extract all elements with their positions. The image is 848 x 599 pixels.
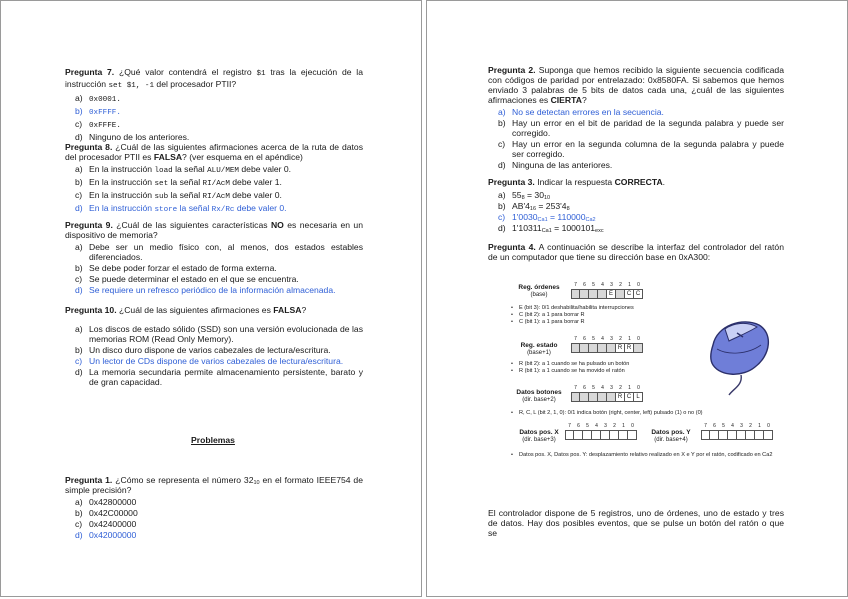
option-b[interactable]: b) Hay un error en el bit de paridad de la segunda palabra y puede ser corregido.	[498, 118, 784, 138]
bit-cell	[598, 392, 607, 402]
desc-line: • R (bit 1): a 1 cuando se ha movido el ratón	[511, 368, 781, 375]
reg-buttons-label: Datos botones (dir. base+2)	[516, 389, 562, 403]
desc-line: • E (bit 3): 0/1 deshabilita/habilita interrupciones	[511, 305, 781, 312]
option-a[interactable]: a) 0x42800000	[75, 497, 137, 507]
option-d[interactable]: d) 0x42000000	[75, 530, 137, 540]
question-8	[65, 142, 363, 216]
problem-3-stem: Pregunta 3. Indicar la respuesta CORRECTA.	[488, 177, 666, 187]
bit-cell	[710, 430, 719, 440]
reg-status-label: Reg. estado (base+1)	[520, 342, 558, 356]
bit-cell	[737, 430, 746, 440]
option-d[interactable]: d) En la instrucción store la señal Rx/Rc debe valer 0.	[75, 203, 287, 214]
bit-cell	[589, 343, 598, 353]
bit-cell	[746, 430, 755, 440]
reg-buttons-cells	[571, 392, 643, 402]
question-9-options	[65, 242, 363, 295]
bit-cell	[571, 392, 580, 402]
bit-cell	[728, 430, 737, 440]
reg-posy-label: Datos pos. Y (dir. base+4)	[651, 429, 691, 443]
question-9	[65, 220, 363, 296]
reg-buttons-bit-numbers: 7 6 5 4 3 2 1 0	[574, 385, 640, 391]
bit-cell	[601, 430, 610, 440]
reg-buttons-description	[511, 410, 781, 417]
question-7-options	[65, 93, 363, 142]
option-b[interactable]: b) En la instrucción set la señal RI/AcM debe valer 1.	[75, 177, 282, 188]
option-c[interactable]: c) $1'0030_{Ca1} = 110000_{Ca2}$	[498, 212, 596, 223]
option-a[interactable]: a) 0x0001.	[75, 93, 121, 104]
mouse-illustration-icon	[703, 315, 775, 399]
bit-cell	[580, 392, 589, 402]
bit-cell: R	[625, 343, 634, 353]
desc-line: • C (bit 1): a 1 para borrar R	[511, 319, 781, 326]
option-b[interactable]: b) 0x42C00000	[75, 508, 138, 518]
bit-cell	[565, 430, 574, 440]
bit-cell	[583, 430, 592, 440]
question-7-stem: Pregunta 7. ¿Qué valor contendrá el registro $1 tras la ejecución de la instrucción set $1, -1 del procesador PTII?	[65, 67, 363, 90]
page-left	[0, 0, 422, 597]
option-a[interactable]: a) Los discos de estado sólido (SSD) son una versión evolucionada de las memorias ROM (Read Only Memory).	[75, 324, 363, 344]
bit-cell: R	[616, 343, 625, 353]
reg-orders-cells	[571, 289, 643, 299]
reg-status-bit-numbers: 7 6 5 4 3 2 1 0	[574, 336, 640, 342]
reg-status-cells	[571, 343, 643, 353]
bit-cell	[628, 430, 637, 440]
problem-4: Pregunta 4. A continuación se describe la interfaz del controlador del ratón de un computador que tiene su dirección base en 0xA300:	[488, 242, 784, 262]
question-10-options	[65, 324, 363, 387]
bit-cell	[580, 289, 589, 299]
bit-cell: C	[625, 289, 634, 299]
option-b[interactable]: b) Un disco duro dispone de varios cabezales de lectura/escritura.	[75, 345, 331, 355]
option-c[interactable]: c) 0x42400000	[75, 519, 137, 529]
bit-cell	[634, 343, 643, 353]
option-d[interactable]: d) $1'10311_{Ca1} = 1000101_{exc}$	[498, 223, 604, 234]
reg-pos-description	[511, 452, 779, 459]
bit-cell	[607, 392, 616, 402]
reg-orders-bit-numbers: 7 6 5 4 3 2 1 0	[574, 282, 640, 288]
question-7	[65, 67, 363, 143]
bit-cell	[589, 392, 598, 402]
reg-posy-bit-numbers: 7 6 5 4 3 2 1 0	[704, 423, 770, 429]
bit-cell	[598, 289, 607, 299]
bit-cell	[755, 430, 764, 440]
option-b[interactable]: b) $AB'4_{16} = 253'4_8$	[498, 201, 570, 212]
option-a[interactable]: a) Debe ser un medio físico con, al menos, dos estados estables diferenciados.	[75, 242, 363, 262]
bit-cell	[701, 430, 710, 440]
bit-cell	[592, 430, 601, 440]
option-c[interactable]: c) Hay un error en la segunda columna de la segunda palabra y puede ser corregido.	[498, 139, 784, 159]
bit-cell: R	[616, 392, 625, 402]
problem-2-stem: Pregunta 2. Suponga que hemos recibido la siguiente secuencia codificada con códigos de paridad por entrelazado: 0x8580FA. Si sabemos que hemos enviado 3 palabras de 5 bits de datos cada una, ¿cuál de las siguientes afirmaciones es CIERTA?	[488, 65, 784, 105]
option-c[interactable]: c) 0xFFFE.	[75, 119, 121, 130]
problem-1	[65, 475, 363, 541]
option-b[interactable]: b) Se debe poder forzar el estado de forma externa.	[75, 263, 277, 273]
bit-cell	[589, 289, 598, 299]
problem-1-options	[65, 497, 363, 540]
option-d[interactable]: d) La memoria secundaria permite almacenamiento persistente, barato y de gran capacidad.	[75, 367, 363, 387]
page-right	[426, 0, 848, 597]
option-c[interactable]: c) Se puede determinar el estado en el que se encuentra.	[75, 274, 299, 284]
desc-line: • R, C, L (bit 2, 1, 0): 0/1 indica botón (right, center, left) pulsado (1) o no (0)	[511, 410, 781, 417]
bit-cell	[764, 430, 773, 440]
option-d[interactable]: d) Ninguno de los anteriores.	[75, 132, 190, 142]
option-d[interactable]: d) Se requiere un refresco periódico de la información almacenada.	[75, 285, 336, 295]
bit-cell: C	[634, 289, 643, 299]
bit-cell	[571, 343, 580, 353]
bit-cell	[607, 343, 616, 353]
option-a[interactable]: a) $55_8 = 30_{10}$	[498, 190, 551, 201]
bit-cell	[719, 430, 728, 440]
reg-posx-label: Datos pos. X (dir. base+3)	[519, 429, 559, 443]
bit-cell: E	[607, 289, 616, 299]
bit-cell	[598, 343, 607, 353]
desc-line: • Datos pos. X, Datos pos. Y: desplazamiento relativo realizado en X e Y por el ratón, codificado en Ca2	[511, 452, 779, 459]
question-8-options	[65, 164, 363, 215]
reg-posx-bit-numbers: 7 6 5 4 3 2 1 0	[568, 423, 634, 429]
bit-cell	[619, 430, 628, 440]
question-10-stem: Pregunta 10. ¿Cuál de las siguientes afirmaciones es FALSA?	[65, 305, 307, 315]
bit-cell	[580, 343, 589, 353]
bit-cell	[571, 289, 580, 299]
option-a[interactable]: a) En la instrucción load la señal ALU/MEM debe valer 0.	[75, 164, 292, 175]
reg-posx-cells	[565, 430, 637, 440]
question-8-stem: Pregunta 8. ¿Cuál de las siguientes afirmaciones acerca de la ruta de datos del procesador PTII es FALSA? (ver esquema en el apéndice)	[65, 142, 363, 162]
bottom-paragraph: El controlador dispone de 5 registros, uno de órdenes, uno de estado y tres de datos. Hay dos posibles eventos, que se pulse un botón del ratón o que se	[488, 508, 784, 538]
option-c[interactable]: c) En la instrucción sub la señal RI/AcM debe valer 0.	[75, 190, 282, 201]
desc-line: • R (bit 2): a 1 cuando se ha pulsado un botón	[511, 361, 781, 368]
problem-1-stem: Pregunta 1. ¿Cómo se representa el número $32_{10}$ en el formato IEEE754 de simple precisión?	[65, 475, 363, 495]
desc-line: • C (bit 2): a 1 para borrar R	[511, 312, 781, 319]
bit-cell: C	[625, 392, 634, 402]
option-c[interactable]: c) Un lector de CDs dispone de varios cabezales de lectura/escritura.	[75, 356, 344, 366]
bit-cell	[616, 289, 625, 299]
question-10	[65, 305, 363, 388]
reg-orders-label: Reg. órdenes (base)	[518, 284, 560, 298]
option-d[interactable]: d) Ninguna de las anteriores.	[498, 160, 613, 170]
question-9-stem: Pregunta 9. ¿Cuál de las siguientes características NO es necesaria en un dispositivo de memoria?	[65, 220, 363, 240]
bit-cell	[610, 430, 619, 440]
option-b[interactable]: b) 0xFFFF.	[75, 106, 121, 117]
bit-cell	[574, 430, 583, 440]
option-a[interactable]: a) No se detectan errores en la secuencia.	[498, 107, 664, 117]
bit-cell: L	[634, 392, 643, 402]
problems-heading: Problemas	[191, 435, 235, 445]
reg-posy-cells	[701, 430, 773, 440]
